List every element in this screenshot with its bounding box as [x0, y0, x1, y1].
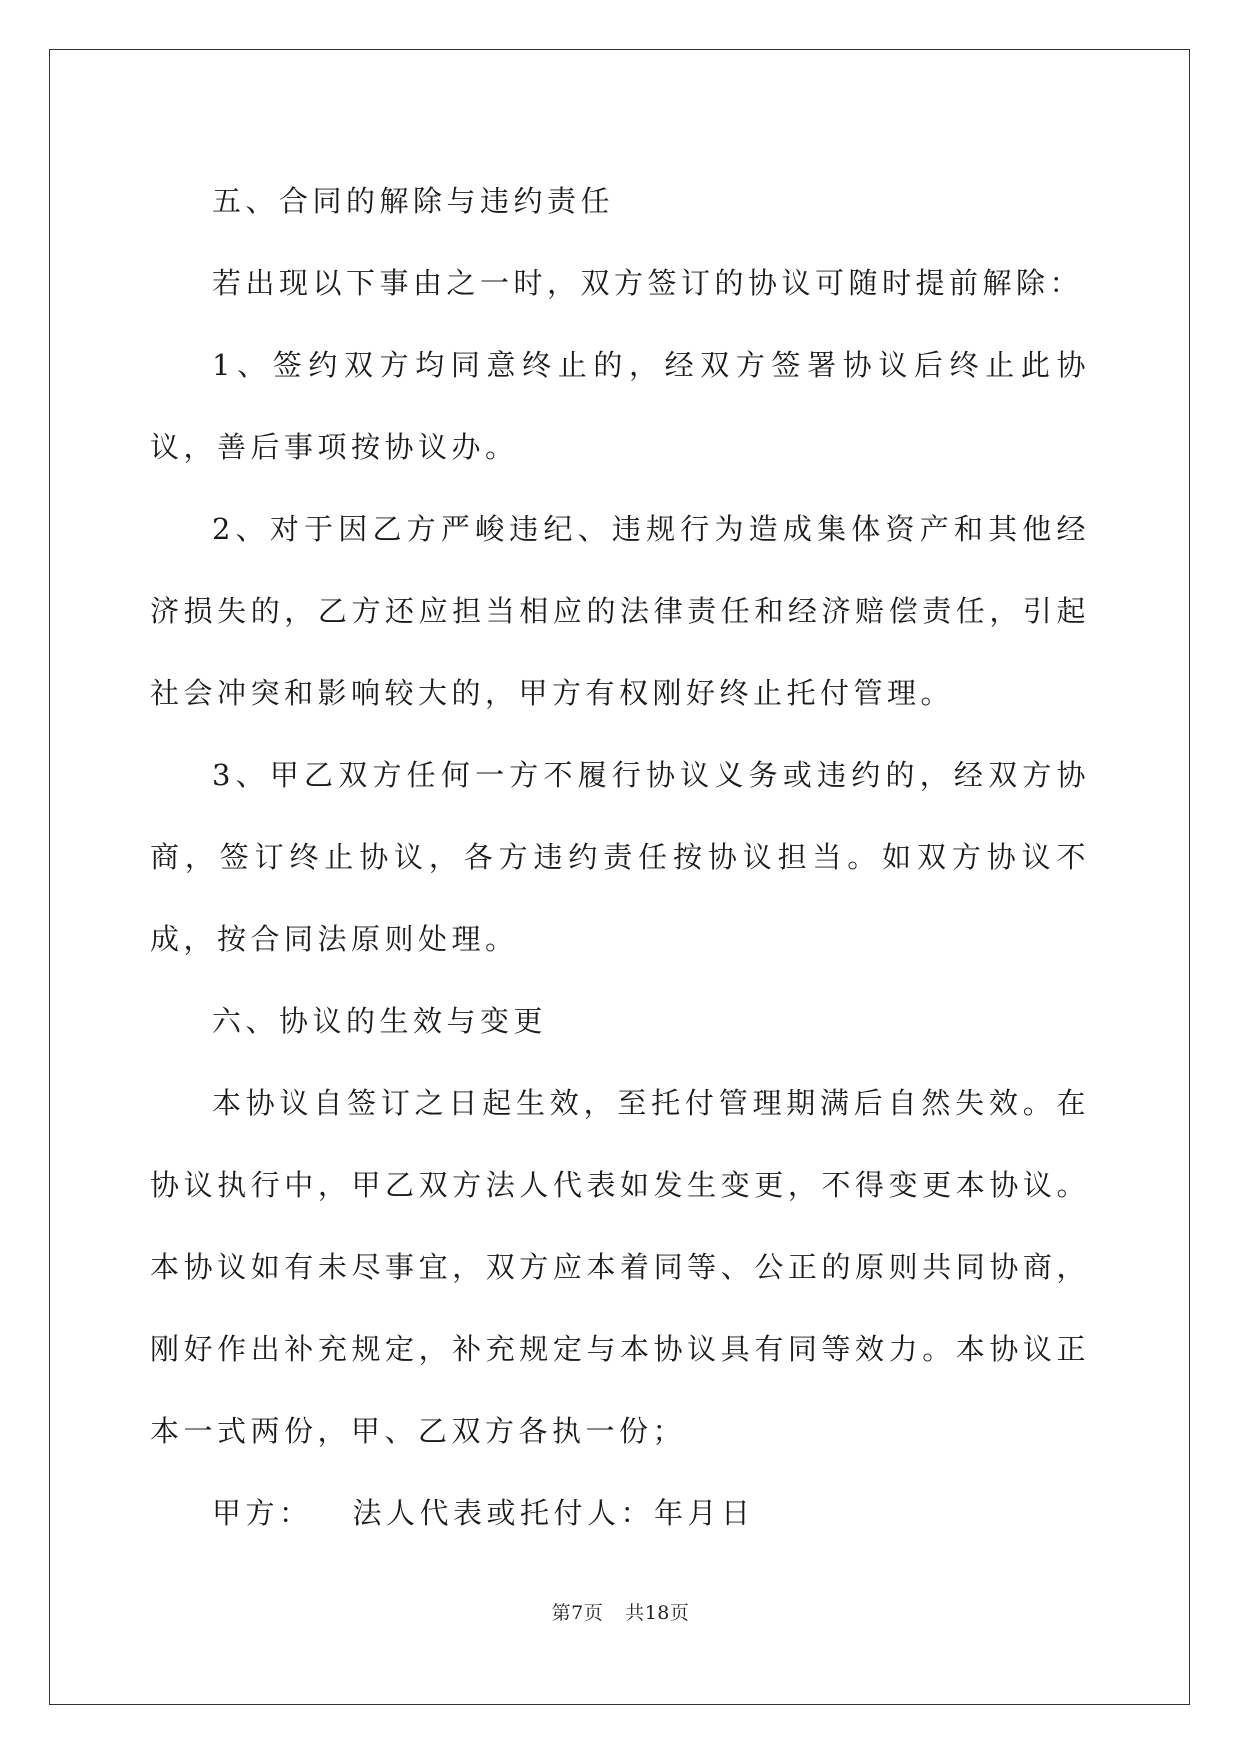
paragraph-effectiveness: 本协议自签订之日起生效，至托付管理期满后自然失效。在协议执行中，甲乙双方法人代表如发生变更，不得变更本协议。本协议如有未尽事宜，双方应本着同等、公正的原则共同协商，刚好作出补充规定，补充规定与本协议具有同等效力。本协议正本一式两份，甲、乙双方各执一份；: [150, 1086, 1090, 1448]
paragraph-clause-2: 2、对于因乙方严峻违纪、违规行为造成集体资产和其他经济损失的，乙方还应担当相应的法律责任和经济赔偿责任，引起社会冲突和影响较大的，甲方有权刚好终止托付管理。: [150, 512, 1090, 710]
signature-representative-label: 法人代表或托付人：年月日: [352, 1496, 755, 1530]
footer-total-prefix: 共: [625, 1602, 645, 1624]
footer-page-number: 7: [571, 1602, 584, 1624]
page-footer: [0, 1598, 1241, 1625]
footer-page-suffix: 页: [583, 1602, 604, 1624]
footer-total-suffix: 页: [669, 1602, 690, 1624]
signature-party-label: 甲方：: [212, 1496, 313, 1530]
section-heading-effectiveness: 六、协议的生效与变更: [212, 1004, 548, 1038]
section-heading-termination: 五、合同的解除与违约责任: [212, 184, 615, 218]
paragraph-termination-intro: 若出现以下事由之一时，双方签订的协议可随时提前解除：: [212, 266, 1084, 300]
footer-page-prefix: 第: [551, 1602, 572, 1624]
paragraph-clause-1: 1、签约双方均同意终止的，经双方签署协议后终止此协议，善后事项按协议办。: [150, 348, 1090, 464]
document-body: [150, 160, 1090, 1554]
paragraph-clause-3: 3、甲乙双方任何一方不履行协议义务或违约的，经双方协商，签订终止协议，各方违约责任按协议担当。如双方协议不成，按合同法原则处理。: [150, 758, 1090, 956]
footer-total-pages: 18: [644, 1602, 670, 1624]
signature-line: [150, 1472, 1090, 1554]
